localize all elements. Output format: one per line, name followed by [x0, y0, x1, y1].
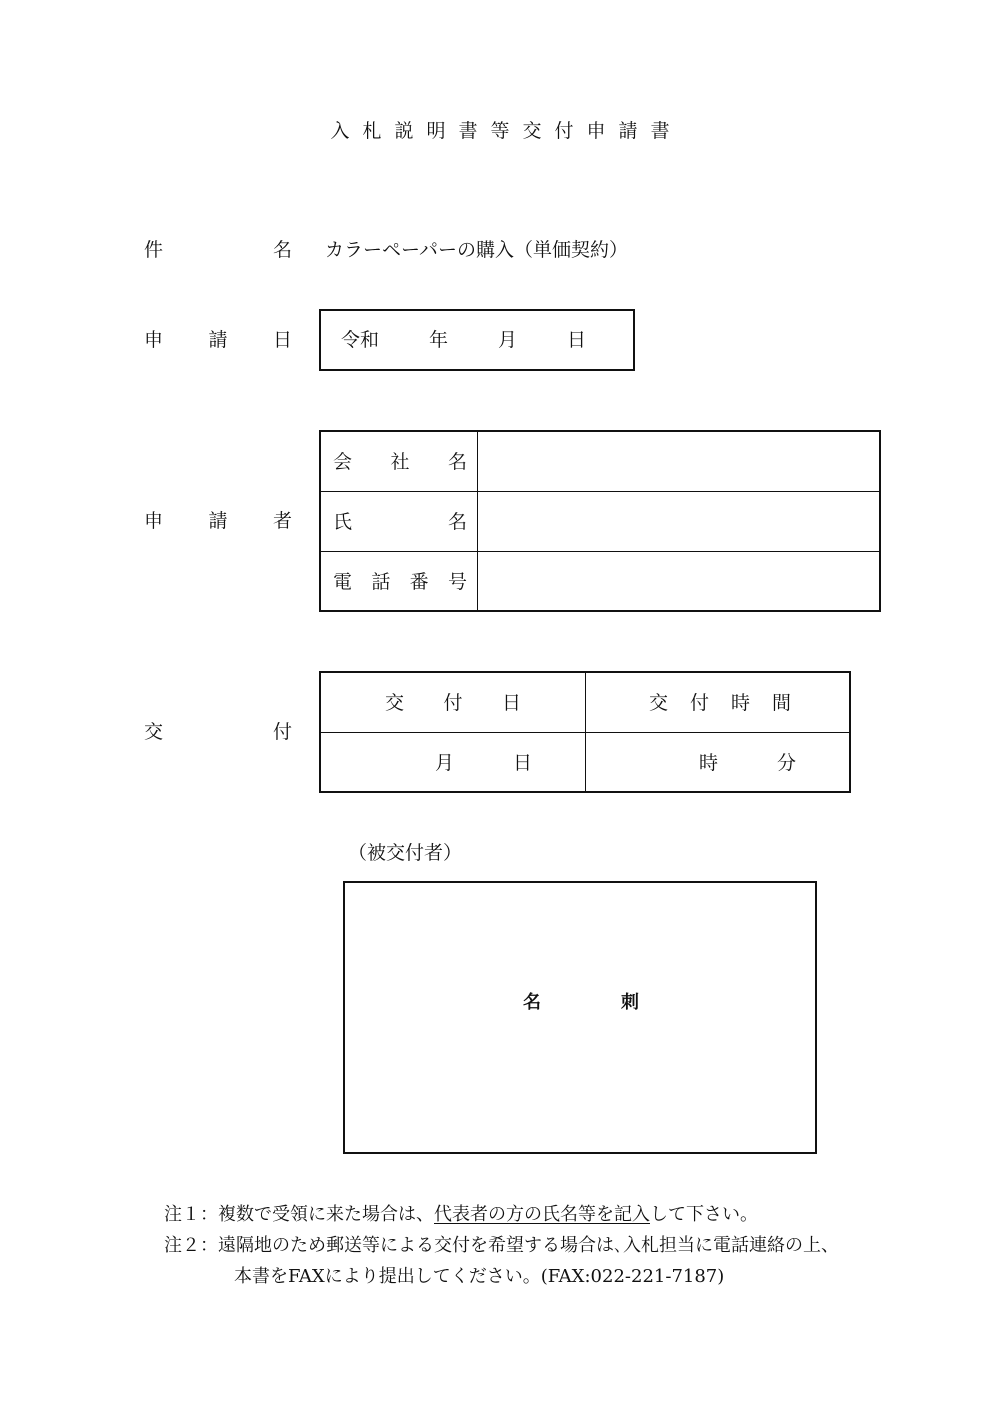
- note-2-line-1: 注２：遠隔地のため郵送等による交付を希望する場合は､入札担当に電話連絡の上、: [164, 1235, 839, 1256]
- label-char: 交: [144, 721, 164, 743]
- person-name-field[interactable]: [491, 509, 871, 535]
- page-title: 入札説明書等交付申請書: [330, 120, 683, 142]
- row-divider: [321, 551, 879, 552]
- era-label: 令和: [341, 329, 380, 351]
- business-card-label-char: 刺: [621, 992, 639, 1013]
- phone-number-label: 電 話 番 号: [333, 571, 467, 593]
- label-char: 申: [144, 329, 164, 351]
- business-card-label-char: 名: [523, 992, 541, 1013]
- label-char: 者: [272, 510, 292, 532]
- label-char: 請: [208, 510, 228, 532]
- label-char: 請: [208, 329, 228, 351]
- delivery-label: [144, 719, 292, 745]
- row-divider: [321, 491, 879, 492]
- note-1: 注１：複数で受領に来た場合は、代表者の方の氏名等を記入して下さい。: [164, 1204, 758, 1225]
- delivery-table: [319, 671, 851, 793]
- note-2-line-2: 本書をFAXにより提出してください。(FAX:022-221-7187): [234, 1266, 725, 1287]
- applicant-label: [144, 508, 292, 534]
- company-name-label: 会 社 名: [333, 451, 467, 473]
- subject-value: カラーペーパーの購入（単価契約）: [325, 239, 629, 261]
- subject-label-char: 件: [144, 239, 164, 261]
- person-name-label: 氏 名: [333, 511, 467, 533]
- day-unit: 日: [567, 329, 587, 351]
- application-date-box[interactable]: [319, 309, 635, 371]
- applicant-table: [319, 430, 881, 612]
- company-name-field[interactable]: [491, 449, 871, 475]
- year-unit: 年: [429, 329, 449, 351]
- applicant-column-divider: [477, 432, 478, 610]
- delivery-date-header: 交 付 日: [385, 692, 521, 714]
- subject-label-char: 名: [272, 239, 292, 261]
- row-divider: [321, 732, 849, 733]
- business-card-area[interactable]: [343, 881, 817, 1154]
- delivery-hour-unit: 時: [699, 752, 719, 774]
- recipient-caption: （被交付者）: [348, 842, 463, 864]
- label-char: 申: [144, 510, 164, 532]
- delivery-month-unit: 月: [435, 752, 455, 774]
- delivery-day-unit: 日: [513, 752, 533, 774]
- month-unit: 月: [498, 329, 518, 351]
- label-char: 付: [272, 721, 292, 743]
- application-date-label: [144, 327, 292, 353]
- delivery-time-header: 交 付 時 間: [649, 692, 791, 714]
- delivery-minute-unit: 分: [777, 752, 797, 774]
- phone-number-field[interactable]: [491, 569, 871, 595]
- subject-label: [144, 237, 292, 263]
- label-char: 日: [272, 329, 292, 351]
